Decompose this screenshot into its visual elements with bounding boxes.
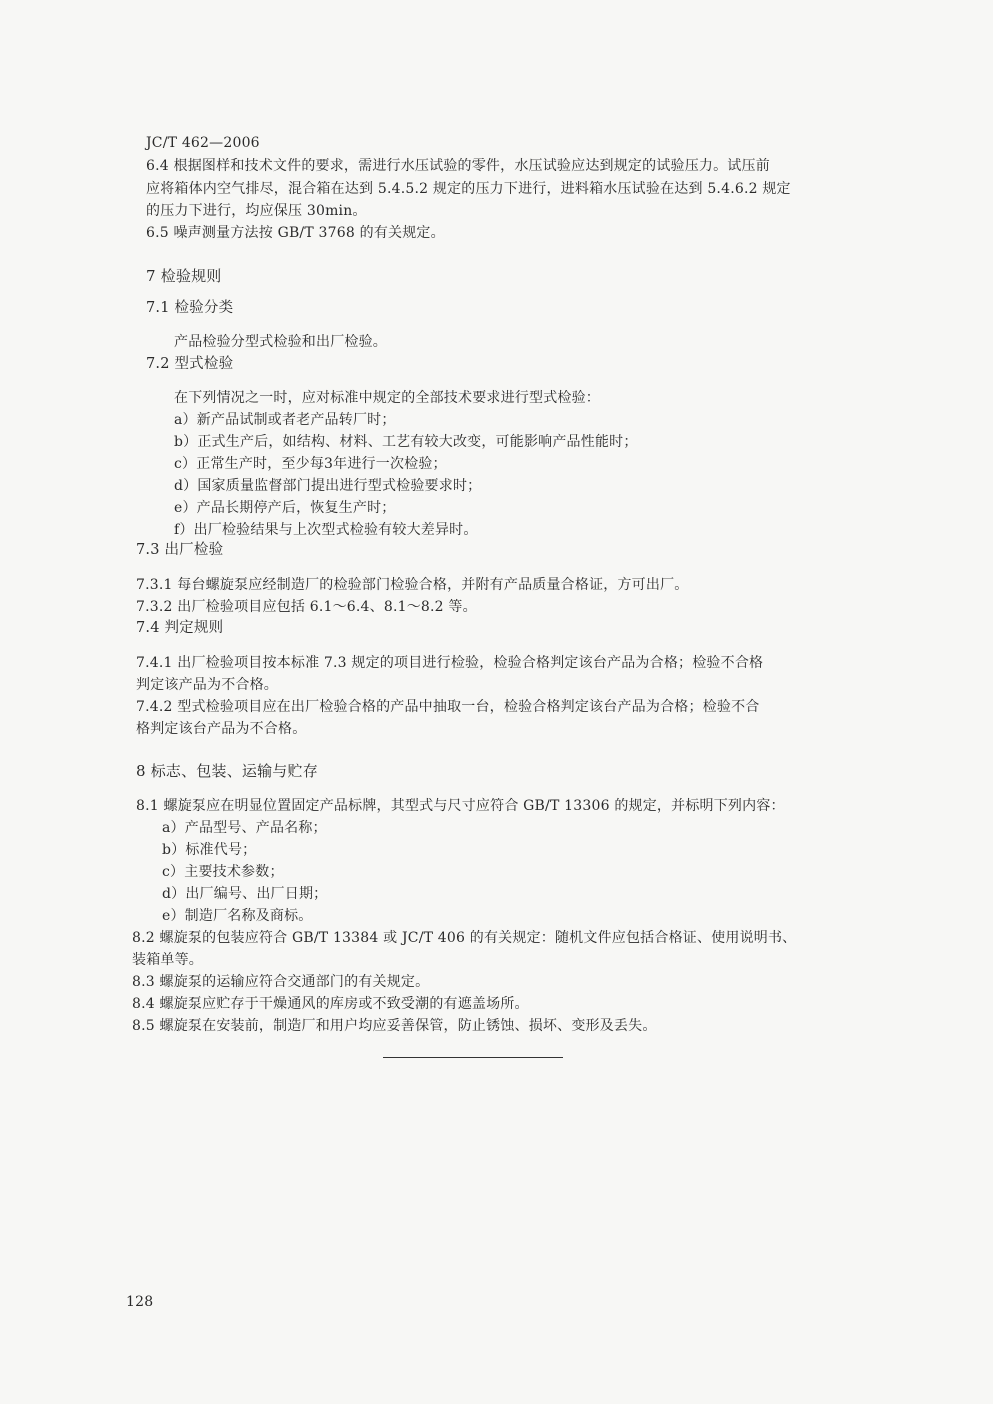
clause-7-1-heading: 7.1 检验分类 bbox=[146, 300, 234, 316]
document-code: JC/T 462—2006 bbox=[146, 135, 260, 151]
list-item: a）产品型号、产品名称； bbox=[162, 820, 327, 836]
list-item: a）新产品试制或者老产品转厂时； bbox=[174, 412, 396, 428]
clause-7-4-1-line-2: 判定该产品为不合格。 bbox=[136, 677, 278, 693]
clause-7-4-heading: 7.4 判定规则 bbox=[136, 620, 224, 636]
clause-7-4-2-line-2: 格判定该台产品为不合格。 bbox=[136, 721, 307, 737]
page-number: 128 bbox=[126, 1294, 154, 1310]
clause-6-5: 6.5 噪声测量方法按 GB/T 3768 的有关规定。 bbox=[146, 225, 445, 241]
clause-6-4-line-3: 的压力下进行，均应保压 30min。 bbox=[146, 203, 367, 219]
list-item: e）制造厂名称及商标。 bbox=[162, 908, 313, 924]
clause-8-3: 8.3 螺旋泵的运输应符合交通部门的有关规定。 bbox=[132, 974, 430, 990]
clause-7-4-2-line-1: 7.4.2 型式检验项目应在出厂检验合格的产品中抽取一台，检验合格判定该台产品为合格；检验不合 bbox=[136, 699, 760, 715]
clause-7-3-1: 7.3.1 每台螺旋泵应经制造厂的检验部门检验合格，并附有产品质量合格证，方可出厂。 bbox=[136, 577, 689, 593]
clause-6-4-line-2: 应将箱体内空气排尽，混合箱在达到 5.4.5.2 规定的压力下进行，进料箱水压试验在达到 5.4.6.2 规定 bbox=[146, 181, 791, 197]
clause-7-1-text: 产品检验分型式检验和出厂检验。 bbox=[174, 334, 387, 350]
section-8-heading: 8 标志、包装、运输与贮存 bbox=[136, 762, 318, 780]
clause-7-3-2: 7.3.2 出厂检验项目应包括 6.1～6.4、8.1～8.2 等。 bbox=[136, 599, 477, 615]
clause-7-4-1-line-1: 7.4.1 出厂检验项目按本标准 7.3 规定的项目进行检验，检验合格判定该台产品为合格；检验不合格 bbox=[136, 655, 764, 671]
list-item: c）正常生产时，至少每3年进行一次检验； bbox=[174, 456, 447, 472]
clause-8-1: 8.1 螺旋泵应在明显位置固定产品标牌，其型式与尺寸应符合 GB/T 13306 的规定，并标明下列内容： bbox=[136, 798, 785, 814]
clause-8-5: 8.5 螺旋泵在安装前，制造厂和用户均应妥善保管，防止锈蚀、损坏、变形及丢失。 bbox=[132, 1018, 657, 1034]
section-7-heading: 7 检验规则 bbox=[146, 267, 222, 285]
list-item: b）标准代号； bbox=[162, 842, 257, 858]
end-rule bbox=[383, 1057, 563, 1058]
clause-7-2-heading: 7.2 型式检验 bbox=[146, 356, 234, 372]
clause-7-3-heading: 7.3 出厂检验 bbox=[136, 542, 224, 558]
list-item: d）出厂编号、出厂日期； bbox=[162, 886, 328, 902]
clause-8-2-line-1: 8.2 螺旋泵的包装应符合 GB/T 13384 或 JC/T 406 的有关规定：随机文件应包括合格证、使用说明书、 bbox=[132, 930, 797, 946]
clause-8-2-line-2: 装箱单等。 bbox=[132, 952, 203, 968]
clause-6-4-line-1: 6.4 根据图样和技术文件的要求，需进行水压试验的零件，水压试验应达到规定的试验压力。试压前 bbox=[146, 158, 770, 174]
list-item: e）产品长期停产后，恢复生产时； bbox=[174, 500, 396, 516]
list-item: b）正式生产后，如结构、材料、工艺有较大改变，可能影响产品性能时； bbox=[174, 434, 638, 450]
clause-7-2-intro: 在下列情况之一时，应对标准中规定的全部技术要求进行型式检验： bbox=[174, 390, 600, 406]
list-item: f）出厂检验结果与上次型式检验有较大差异时。 bbox=[174, 522, 478, 538]
list-item: d）国家质量监督部门提出进行型式检验要求时； bbox=[174, 478, 482, 494]
clause-8-4: 8.4 螺旋泵应贮存于干燥通风的库房或不致受潮的有遮盖场所。 bbox=[132, 996, 529, 1012]
list-item: c）主要技术参数； bbox=[162, 864, 284, 880]
